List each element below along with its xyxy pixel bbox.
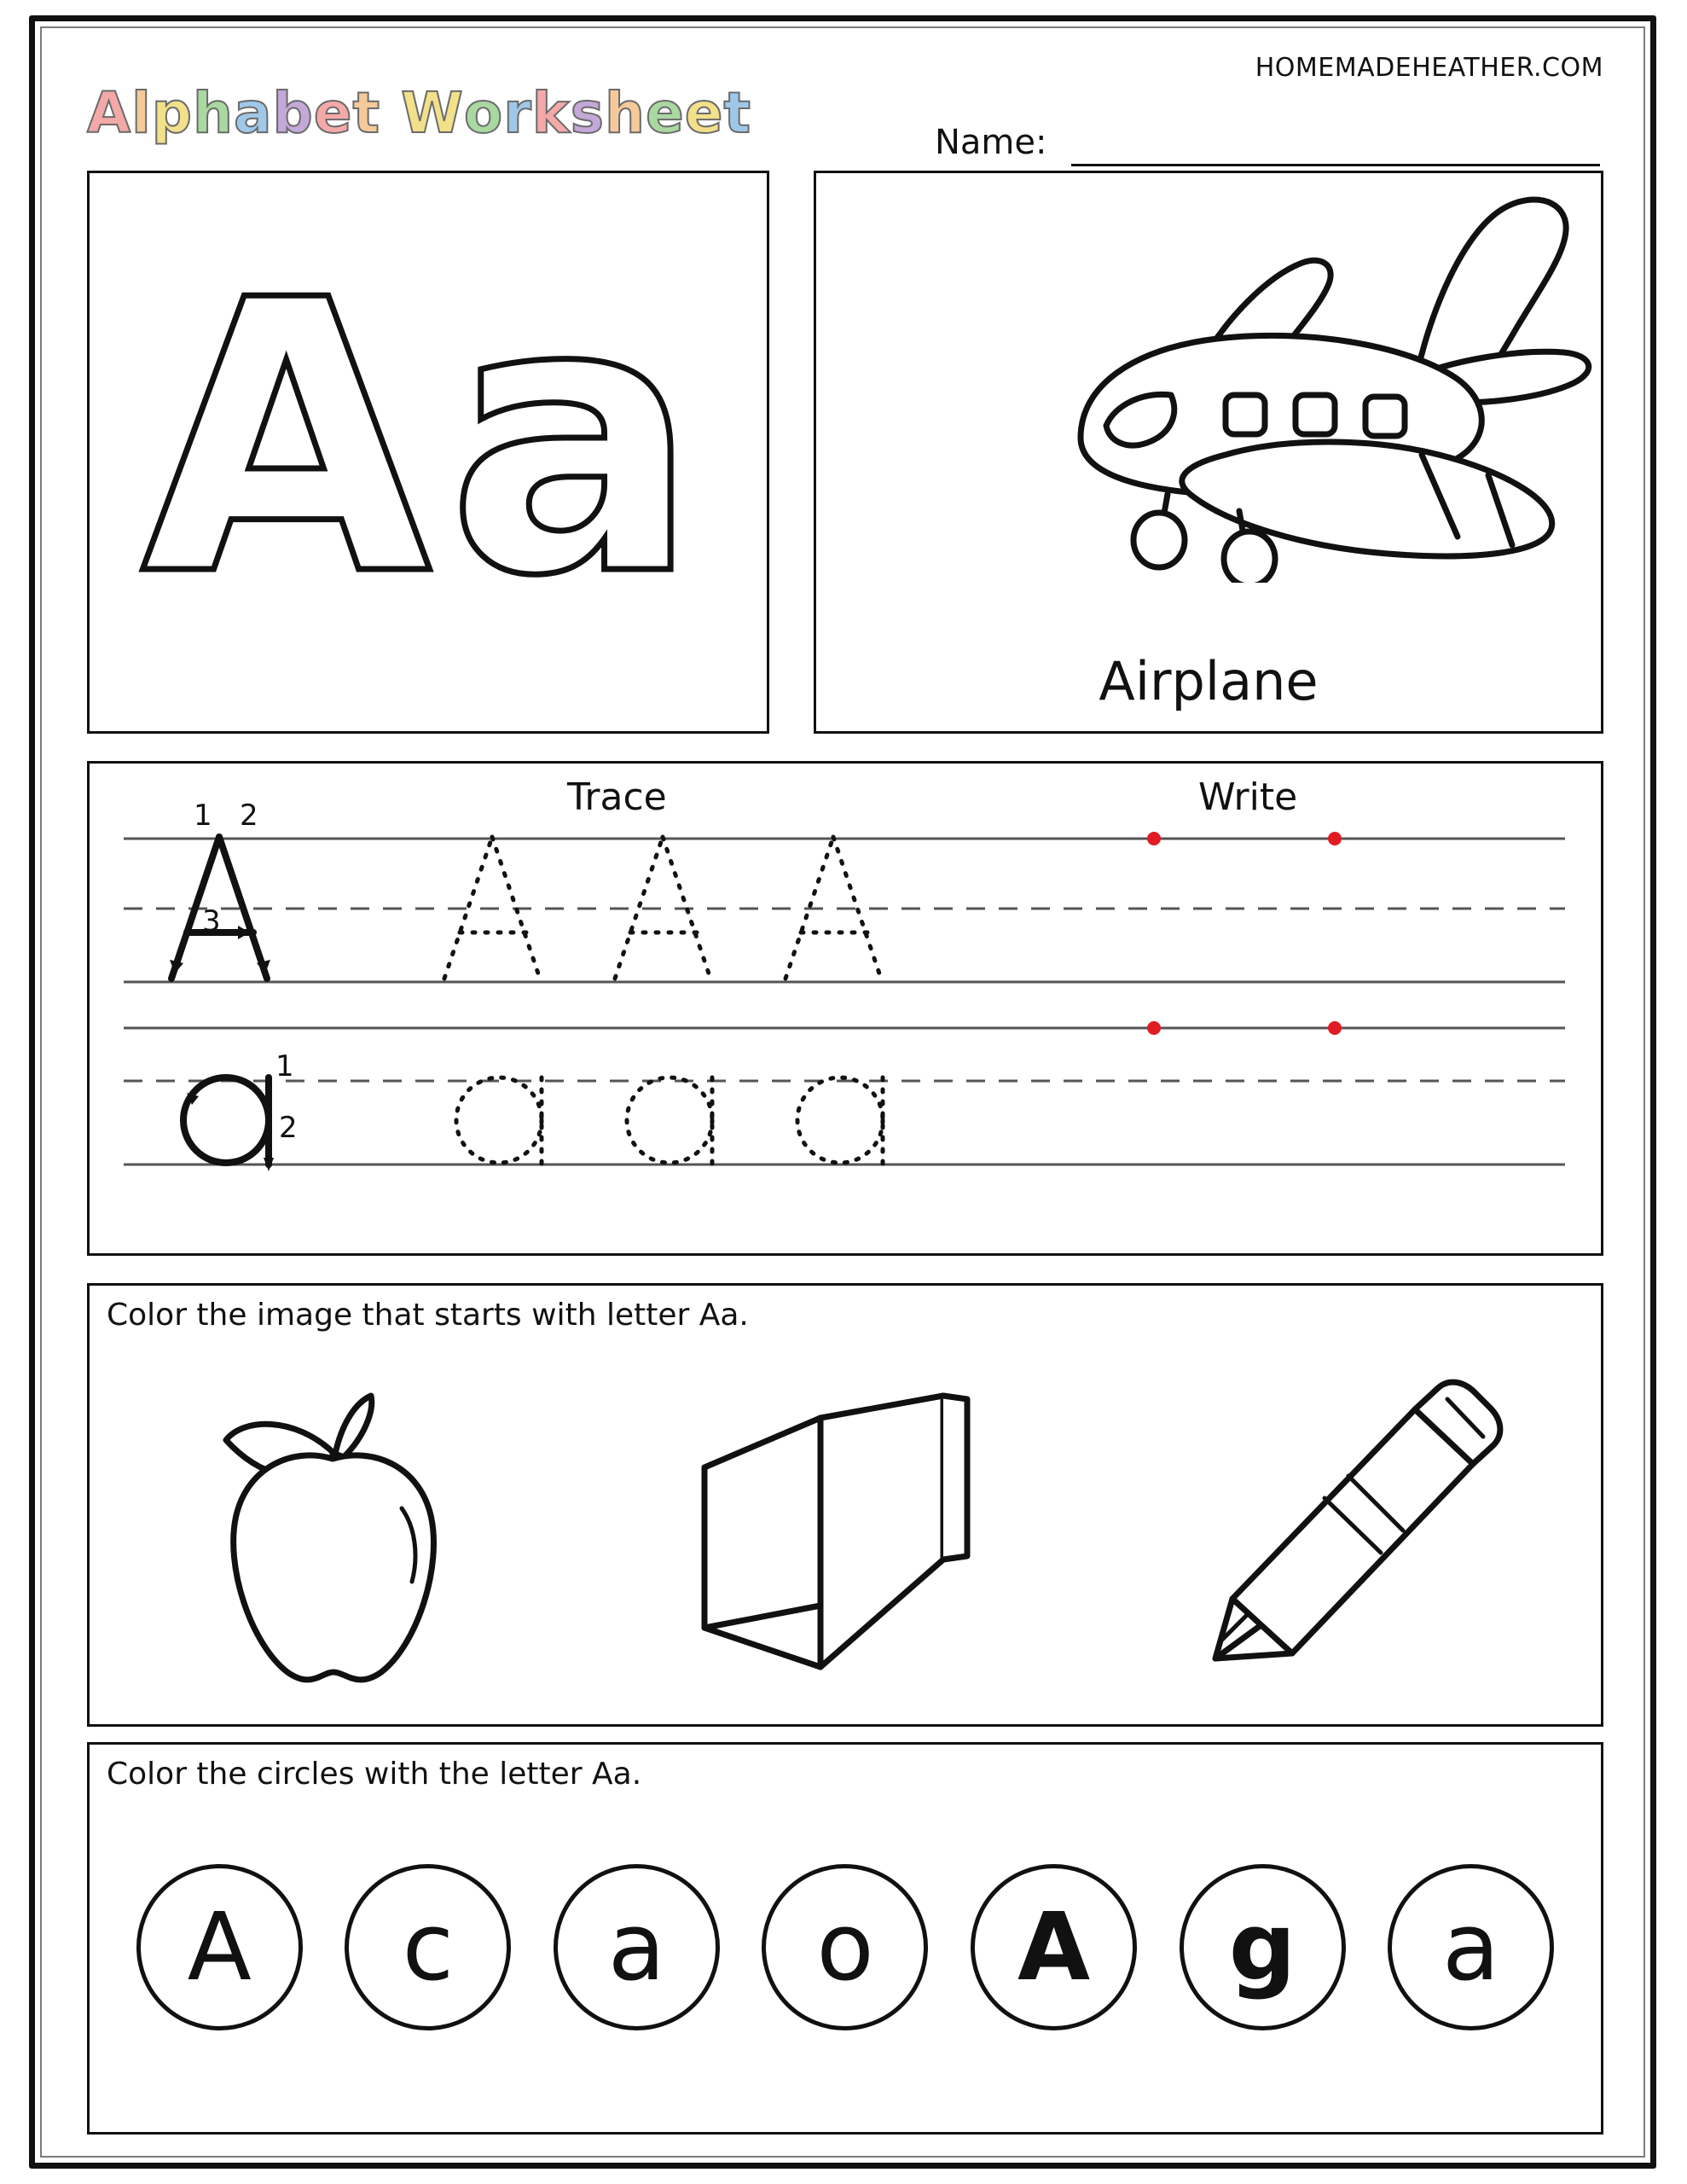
color-image-row	[90, 1345, 1601, 1712]
color-image-box	[87, 1283, 1603, 1727]
title-letter-3: h	[192, 80, 234, 146]
title-letter-10: o	[463, 80, 504, 146]
svg-text:2: 2	[240, 799, 258, 833]
name-input-line[interactable]	[1071, 164, 1600, 166]
title-letter-12: k	[531, 80, 571, 146]
letter-circle-2[interactable]: a	[554, 1864, 720, 2030]
site-url: HOMEMADEHEATHER.COM	[1255, 53, 1603, 83]
title-letter-8	[380, 80, 401, 146]
airplane-icon	[816, 182, 1601, 583]
title-letter-1: l	[131, 80, 152, 146]
svg-text:2: 2	[279, 1111, 298, 1145]
letter-circle-0[interactable]: A	[136, 1864, 303, 2030]
svg-text:3: 3	[202, 904, 221, 938]
title-letter-4: a	[233, 80, 273, 146]
write-label: Write	[1198, 775, 1298, 819]
apple-icon[interactable]	[166, 1358, 499, 1699]
page-title	[87, 80, 751, 146]
title-letter-6: e	[313, 80, 353, 146]
color-image-instruction: Color the image that starts with letter Aa.	[107, 1298, 749, 1333]
svg-text:1: 1	[194, 799, 212, 833]
trace-label: Trace	[567, 775, 667, 819]
letter-circle-6[interactable]: a	[1388, 1864, 1554, 2030]
title-letter-16: e	[684, 80, 724, 146]
title-letter-5: b	[272, 80, 314, 146]
title-letter-7: t	[352, 80, 381, 146]
worksheet-header	[82, 44, 1609, 172]
title-letter-9: W	[401, 80, 464, 146]
title-letter-14: h	[605, 80, 646, 146]
tracing-lines	[90, 764, 1601, 1253]
worksheet-content	[82, 44, 1609, 2140]
circle-instruction: Color the circles with the letter Aa.	[107, 1757, 642, 1792]
circle-activity-box	[87, 1742, 1603, 2135]
title-letter-11: r	[503, 80, 532, 146]
letter-display-box	[87, 171, 769, 734]
letter-circle-3[interactable]: o	[762, 1864, 928, 2030]
tracing-box	[87, 761, 1603, 1256]
name-label: Name:	[935, 123, 1047, 162]
title-letter-13: s	[570, 80, 605, 146]
book-icon[interactable]	[653, 1358, 1012, 1699]
letter-circle-4[interactable]: A	[971, 1864, 1137, 2030]
letter-outline: Aa	[141, 221, 716, 658]
title-letter-0: A	[87, 80, 132, 146]
title-letter-15: e	[646, 80, 685, 146]
title-letter-2: p	[151, 80, 193, 146]
svg-text:1: 1	[275, 1049, 294, 1083]
picture-box	[814, 171, 1603, 734]
letter-circle-1[interactable]: c	[345, 1864, 511, 2030]
picture-word: Airplane	[1099, 650, 1319, 712]
pencil-icon[interactable]	[1166, 1358, 1524, 1699]
circle-row	[90, 1806, 1601, 2088]
title-letter-17: t	[723, 80, 752, 146]
letter-circle-5[interactable]: g	[1180, 1864, 1346, 2030]
